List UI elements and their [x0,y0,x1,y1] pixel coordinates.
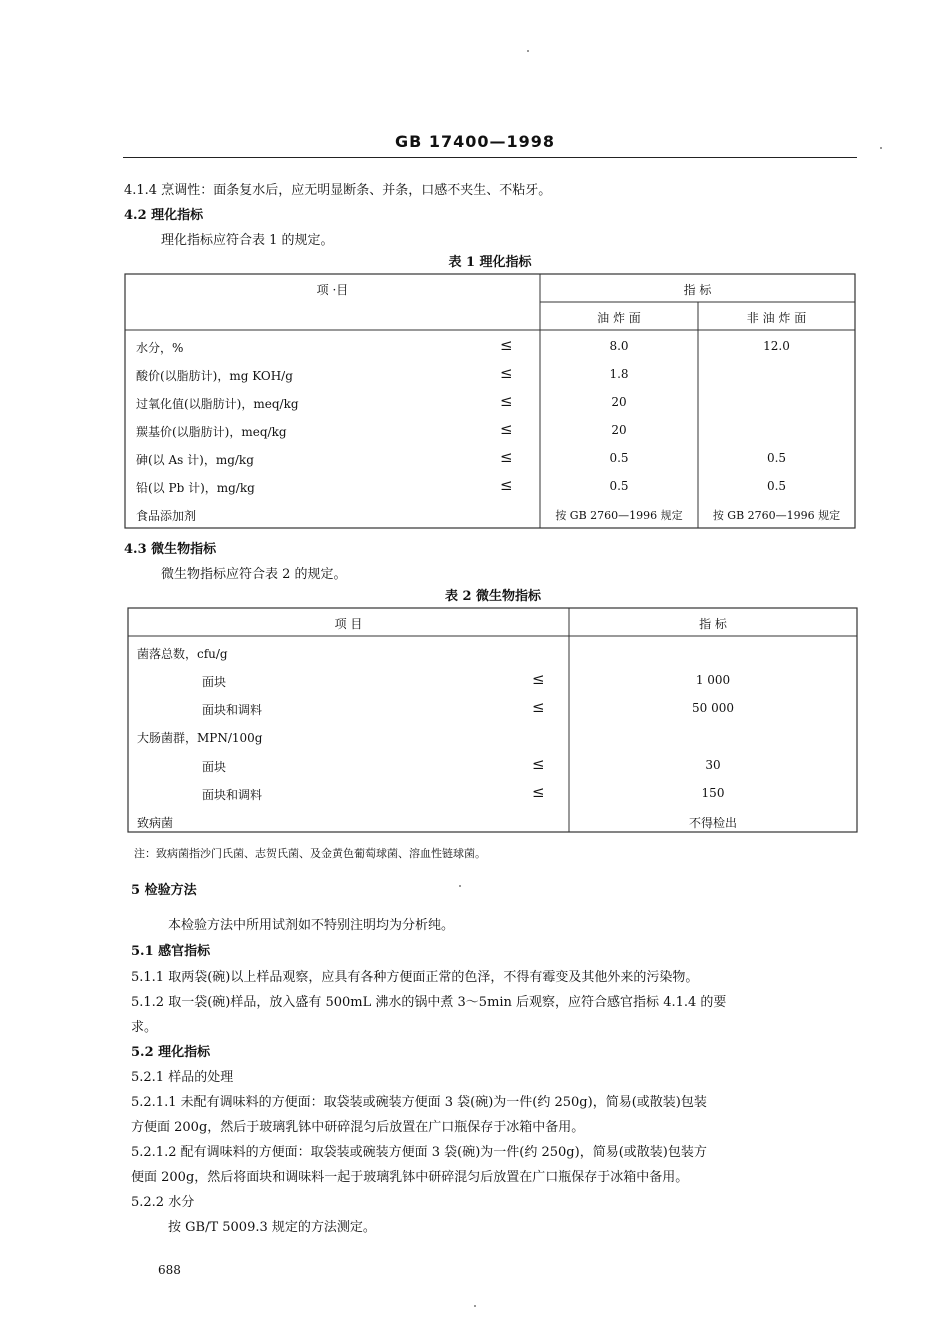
clause-4-2-heading: 4.2 理化指标 [124,208,204,223]
table1-item: 过氧化值(以脂肪计)，meq/kg [136,397,299,411]
table1-nonfried: 按 GB 2760—1996 规定 [712,509,841,522]
table1-nonfried: 0.5 [766,479,787,493]
table1-item: 铅(以 Pb 计)，mg/kg [136,481,255,495]
table1-op: ≤ [500,420,513,438]
page-number: 688 [158,1263,181,1277]
clause-5-2-2-body: 按 GB/T 5009.3 规定的方法测定。 [168,1220,376,1235]
table1-header-item: 项 ·目 [316,283,349,297]
table1-op: ≤ [500,476,513,494]
table2-note: 注：致病菌指沙门氏菌、志贺氏菌、及金黄色葡萄球菌、溶血性链球菌。 [134,847,486,860]
table1-fried: 按 GB 2760—1996 规定 [555,509,683,522]
table1-header-nonfried: 非 油 炸 面 [746,311,807,325]
table1-fried: 1.8 [609,367,629,381]
standard-number-header: GB 17400—1998 [394,132,556,151]
clause-4-3-body: 微生物指标应符合表 2 的规定。 [161,567,347,582]
table1-fried: 20 [611,423,627,437]
clause-4-1-4: 4.1.4 烹调性：面条复水后，应无明显断条、并条，口感不夹生、不粘牙。 [124,183,552,198]
table2-op: ≤ [532,755,545,773]
clause-4-3-heading: 4.3 微生物指标 [124,542,217,557]
table1-item: 食品添加剂 [136,509,197,523]
table1-item: 水分，% [136,341,184,355]
table1-op: ≤ [500,364,513,382]
table2-item: 面块和调料 [202,703,263,717]
table1-item: 羰基价(以脂肪计)，meq/kg [136,425,287,439]
table1-fried: 0.5 [609,479,629,493]
clause-5-1-heading: 5.1 感官指标 [131,944,211,959]
clause-5-2-1-1-line2: 方便面 200g，然后于玻璃乳钵中研碎混匀后放置在广口瓶保存于冰箱中备用。 [131,1120,585,1135]
clause-5-2-1-2-line1: 5.2.1.2 配有调味料的方便面：取袋装或碗装方便面 3 袋(碗)为一件(约 250g)，简易(或散装)包装方 [131,1145,707,1160]
table1-caption: 表 1 理化指标 [448,255,532,270]
clause-5-1-2-line1: 5.1.2 取一袋(碗)样品，放入盛有 500mL 沸水的锅中煮 3～5min 后观察，应符合感官指标 4.1.4 的要 [131,995,727,1010]
table2-item: 面块 [202,760,227,774]
table1-item: 酸价(以脂肪计)，mg KOH/g [136,369,293,383]
table2-op: ≤ [532,698,545,716]
table1-header-fried: 油 炸 面 [597,311,641,325]
table2-item: 面块 [202,675,227,689]
table2-header-index: 指 标 [699,617,727,631]
clause-5-1-2-line2: 求。 [131,1020,158,1035]
clause-5-2-1: 5.2.1 样品的处理 [131,1070,234,1085]
clause-5-2-2: 5.2.2 水分 [131,1195,195,1210]
table2-item: 菌落总数，cfu/g [137,647,228,661]
clause-4-2-body: 理化指标应符合表 1 的规定。 [161,233,334,248]
table1-op: ≤ [500,448,513,466]
table2-value: 1 000 [695,673,731,687]
table1-op: ≤ [500,336,513,354]
table2-value: 150 [701,786,725,800]
table2-value: 50 000 [692,701,734,715]
clause-5-2-1-2-line2: 便面 200g，然后将面块和调味料一起于玻璃乳钵中研碎混匀后放置在广口瓶保存于冰箱中备用。 [131,1170,689,1185]
table1-nonfried: 12.0 [763,339,790,353]
clause-5-2-1-1-line1: 5.2.1.1 未配有调味料的方便面：取袋装或碗装方便面 3 袋(碗)为一件(约 250g)，简易(或散装)包装 [131,1095,707,1110]
table1-fried: 8.0 [609,339,629,353]
table2-op: ≤ [532,670,545,688]
scan-speck [459,885,461,887]
table2-item: 致病菌 [137,816,174,830]
clause-5-1-1: 5.1.1 取两袋(碗)以上样品观察，应具有各种方便面正常的色泽，不得有霉变及其他外来的污染物。 [131,970,699,985]
scan-speck [474,1305,476,1307]
scan-speck [527,50,529,52]
table1-header-index: 指 标 [683,283,712,297]
table2-header-item: 项 目 [334,617,363,631]
table1-item: 砷(以 As 计)，mg/kg [136,453,254,467]
clause-5-heading: 5 检验方法 [131,883,197,898]
clause-5-2-heading: 5.2 理化指标 [131,1045,211,1060]
table2-item: 大肠菌群，MPN/100g [137,731,263,745]
table2-caption: 表 2 微生物指标 [444,589,542,604]
table1-fried: 0.5 [609,451,629,465]
table1-fried: 20 [611,395,627,409]
table1-op: ≤ [500,392,513,410]
table2-item: 面块和调料 [202,788,263,802]
clause-5-intro: 本检验方法中所用试剂如不特别注明均为分析纯。 [168,918,455,933]
table1-nonfried: 0.5 [766,451,787,465]
scan-speck [880,147,882,149]
table2-op: ≤ [532,783,545,801]
table2-value: 30 [705,758,721,772]
table2-value: 不得检出 [688,816,737,830]
